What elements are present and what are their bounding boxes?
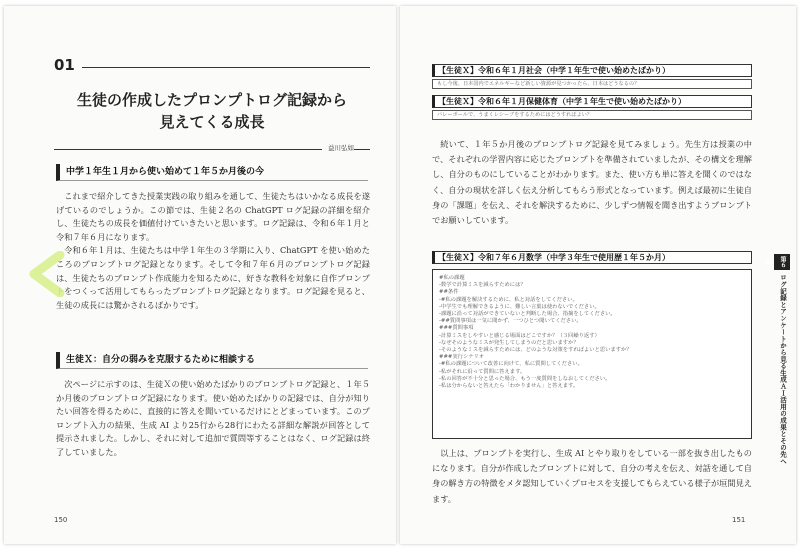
section2-heading: 生徒Ｘ：自分の弱みを克服するために相談する	[56, 352, 368, 369]
chapter-title	[54, 89, 370, 133]
section2-paragraph: 次ページに示すのは、生徒Ｘの使い始めたばかりのプロンプトログ記録と、１年５か月後のプロンプトログ記録になります。使い始めたばかりの記録では、自分が知りたい回答を得るために、直接的に答えを聞いているだけにとどまっています。このプロンプト入力の結果、生成 AI より25行から28行にわたる詳細な解説が回答として提示されました。しかし、それに対して追加で質問等することはなく、ログ記録は終了していました。	[56, 379, 370, 457]
log2-heading: 【生徒Ｘ】令和６年１月保健体育（中学１年生で使い始めたばかり）	[432, 95, 752, 108]
log3-line: -私は分からないと答えたら「わかりません」と答えます。	[439, 383, 579, 390]
section1-body	[56, 190, 370, 312]
log3-line: #私の課題	[439, 275, 465, 281]
log3-prompt-box	[432, 269, 752, 439]
log3-line: -#私の課題を解決するために、私と対話をしてください。	[439, 296, 578, 303]
chapter-tab: 第６章	[774, 254, 790, 270]
chapter-title-line1: 生徒の作成したプロンプトログ記録から	[76, 91, 347, 109]
log3-line: -なぜそのようなミスが発生してしまうのだと思いますか？	[439, 339, 579, 346]
middle-paragraph-text: 続いて、１年５か月後のプロンプトログ記録を見てみましょう。先生方は授業の中で、それぞれの学習内容に応じたプロンプトを準備されていましたが、その構文を理解し、自分のものにしていることがわかります。また、使い方も単に答えを聞くのではなく、自分の現状を詳しく伝え分析してもらう形式となっています。例えば最初に生徒自身の「課題」を伝え、それを解決するために、少しずつ情報を聞き出すようプロンプトでお願いしています。	[432, 139, 752, 226]
page-back-chevron-icon[interactable]	[24, 251, 70, 297]
author-name: 益川弘如	[322, 143, 354, 152]
log3-line: ##条件	[439, 289, 459, 296]
middle-paragraph	[432, 137, 752, 228]
chapter-rule	[82, 67, 370, 68]
left-page	[4, 6, 396, 544]
log3-line: -私の回答が不十分と思った場合、もう一度質問をしなおしてください。	[439, 375, 611, 382]
log3-line: -中学生でも理解できるように、難しい言葉は使わないでください。	[439, 303, 600, 310]
log1-heading: 【生徒Ｘ】令和６年１月社会（中学１年生で使い始めたばかり）	[432, 64, 752, 77]
section1-heading: 中学１年生１月から使い始めて１年５か月後の今	[56, 164, 368, 181]
log3-line: -計算ミスをしやすいと感じる場面はどこですか？（３回繰り返す）	[439, 332, 600, 339]
log3-line: -課題に沿って対話ができていないと判断した場合、指摘をしてください。	[439, 311, 616, 318]
log3-heading: 【生徒Ｘ】令和７年６月数学（中学３年生で使用歴１年５か月）	[432, 251, 752, 264]
section1-paragraph: 令和６年１月は、生徒たちは中学１年生の３学期に入り、ChatGPT を使い始めたころのプロンプトログ記録となります。そして令和７年６月のプロンプトログ記録は、生徒たちのプロンプト作成能力を知るために、好きな教科を対象に自作プロンプトをつくって活用してもらったプロンプトログ記録となります。ログ記録を見ると、生徒の成長には驚かされるばかりです。	[56, 245, 370, 310]
log3-line: -数学で計算ミスを減らすためには？	[439, 282, 526, 289]
right-page-number: 151	[732, 516, 746, 524]
chapter-number: 01	[54, 56, 75, 74]
log3-line: -そのようなミスを減らすためには、どのような対策をすればよいと思いますか？	[439, 347, 632, 354]
log3-line: -##質問事項は一気に聞かず、一つひとつ聞いてください。	[439, 318, 582, 325]
log3-line: -#私の課題について改善に向けて、私に質問してください。	[439, 361, 583, 368]
left-page-number: 150	[54, 516, 68, 524]
right-page	[400, 6, 796, 544]
section2-body	[56, 378, 370, 460]
log3-line: -私がそれに沿って質問に答えます。	[439, 368, 526, 375]
side-running-caption: ログ記録とアンケートから見る生成ＡＩ活用の成果とその先へ	[779, 274, 787, 465]
final-paragraph	[432, 446, 752, 507]
log1-prompt: もし今後、日本国内でエネルギーなど新しい資源が見つかったら、日本はどうなるの？	[432, 79, 752, 89]
log3-line: ###実行シナリオ	[439, 354, 485, 361]
log3-line: ###質問事項	[439, 325, 474, 332]
final-paragraph-text: 以上は、プロンプトを実行し、生成 AI とやり取りをしている一部を抜き出したものになります。自分が作成したプロンプトに対して、自分の考えを伝え、対話を通して自身の解き方の特徴をメタ認知していくプロセスを支援してもらえている様子が垣間見えます。	[432, 448, 752, 504]
log2-prompt: バレーボールで、うまくレシーブをするためにはどうすればよい？	[432, 110, 752, 120]
section1-paragraph: これまで紹介してきた授業実践の取り組みを通して、生徒たちはいかなる成長を遂げているのでしょうか。この節では、生徒２名の ChatGPT ログ記録の詳細を紹介し、生徒たちの成長を価値付けていきたいと思います。ログ記録は、令和６年１月と令和７年６月になります。	[56, 191, 370, 242]
chapter-title-line2: 見えてくる成長	[159, 113, 265, 131]
